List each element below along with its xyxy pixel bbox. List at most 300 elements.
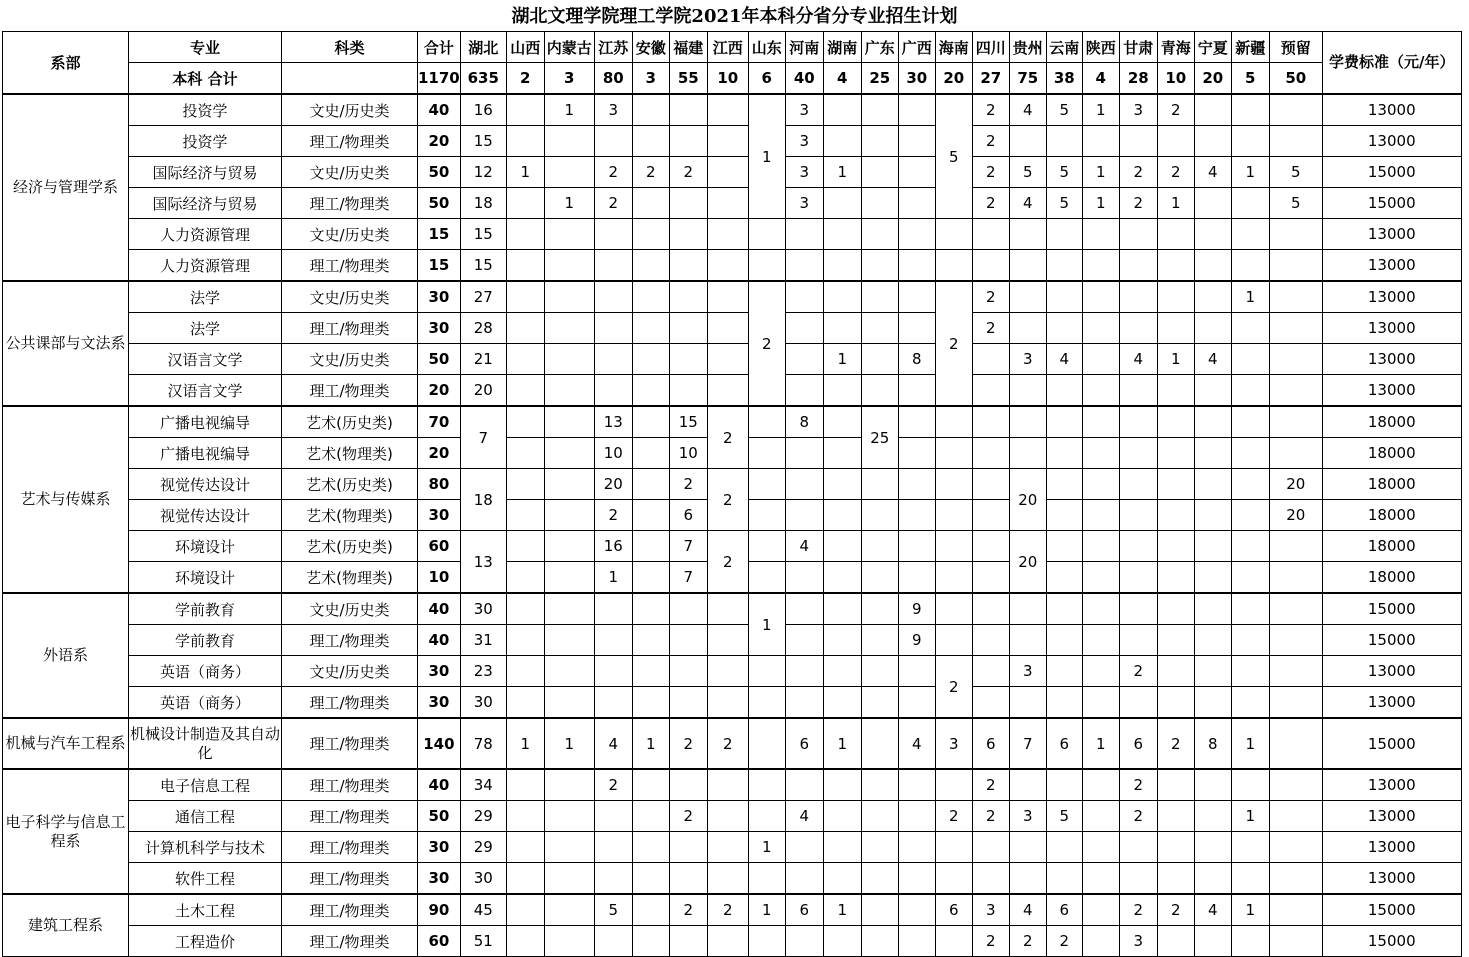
header-province: 湖南 (823, 32, 861, 63)
fee-cell: 13000 (1322, 281, 1461, 313)
total-cell: 15 (418, 250, 461, 282)
value-cell (785, 926, 823, 957)
value-cell (1046, 832, 1082, 863)
fee-cell: 13000 (1322, 801, 1461, 832)
value-cell: 1 (1157, 188, 1194, 219)
value-cell: 1 (1082, 94, 1119, 126)
value-cell (748, 219, 785, 250)
value-cell (594, 126, 632, 157)
major-cell: 人力资源管理 (129, 219, 282, 250)
merged-value-cell: 2 (707, 531, 748, 594)
value-cell (1231, 926, 1269, 957)
totals-value: 28 (1119, 63, 1157, 95)
value-cell (1269, 894, 1322, 926)
total-cell: 20 (418, 375, 461, 407)
value-cell (898, 863, 935, 895)
subject-cell: 理工/物理类 (282, 769, 418, 801)
value-cell (506, 94, 544, 126)
value-cell (861, 656, 898, 687)
value-cell (544, 126, 594, 157)
value-cell (1082, 926, 1119, 957)
value-cell (972, 687, 1009, 719)
table-row (3, 687, 1462, 719)
value-cell (1009, 375, 1046, 407)
totals-value: 80 (594, 63, 632, 95)
value-cell: 30 (460, 593, 506, 625)
value-cell (823, 531, 861, 562)
value-cell (1194, 281, 1231, 313)
total-cell: 50 (418, 801, 461, 832)
value-cell (823, 375, 861, 407)
totals-value: 10 (707, 63, 748, 95)
value-cell (1269, 562, 1322, 594)
value-cell (506, 801, 544, 832)
value-cell (1009, 625, 1046, 656)
value-cell (1194, 375, 1231, 407)
value-cell (506, 500, 544, 531)
value-cell (506, 313, 544, 344)
enrollment-table (2, 31, 1462, 957)
fee-cell: 13000 (1322, 687, 1461, 719)
value-cell (632, 562, 669, 594)
value-cell: 2 (1157, 894, 1194, 926)
header-province: 山西 (506, 32, 544, 63)
value-cell (1082, 126, 1119, 157)
value-cell: 3 (1119, 926, 1157, 957)
value-cell (669, 219, 707, 250)
merged-value-cell: 1 (748, 593, 785, 656)
subject-cell: 艺术(物理类) (282, 438, 418, 469)
value-cell (1269, 94, 1322, 126)
value-cell (1082, 406, 1119, 438)
value-cell (861, 469, 898, 500)
value-cell (1231, 438, 1269, 469)
value-cell: 5 (1046, 94, 1082, 126)
value-cell (1194, 562, 1231, 594)
subject-cell: 理工/物理类 (282, 832, 418, 863)
value-cell: 1 (544, 188, 594, 219)
value-cell (506, 593, 544, 625)
table-row (3, 531, 1462, 562)
merged-value-cell: 18 (460, 469, 506, 531)
total-cell: 90 (418, 894, 461, 926)
value-cell (707, 593, 748, 625)
value-cell (861, 531, 898, 562)
value-cell: 8 (785, 406, 823, 438)
value-cell (1231, 562, 1269, 594)
header-province: 江西 (707, 32, 748, 63)
total-cell: 140 (418, 718, 461, 769)
major-cell: 机械设计制造及其自动化 (129, 718, 282, 769)
value-cell (707, 313, 748, 344)
value-cell (972, 863, 1009, 895)
value-cell (669, 687, 707, 719)
value-cell (632, 687, 669, 719)
value-cell (898, 313, 935, 344)
value-cell (1231, 625, 1269, 656)
value-cell (506, 894, 544, 926)
value-cell (1119, 313, 1157, 344)
value-cell (861, 832, 898, 863)
value-cell (1157, 656, 1194, 687)
value-cell (506, 656, 544, 687)
value-cell (632, 126, 669, 157)
value-cell: 3 (1009, 344, 1046, 375)
value-cell (861, 625, 898, 656)
total-cell: 40 (418, 625, 461, 656)
value-cell (898, 531, 935, 562)
value-cell (707, 250, 748, 282)
value-cell (1119, 219, 1157, 250)
value-cell (972, 375, 1009, 407)
value-cell (1231, 94, 1269, 126)
fee-cell: 13000 (1322, 656, 1461, 687)
value-cell: 4 (1009, 188, 1046, 219)
value-cell (1082, 219, 1119, 250)
value-cell (544, 769, 594, 801)
table-row (3, 769, 1462, 801)
value-cell (1046, 375, 1082, 407)
value-cell: 2 (594, 188, 632, 219)
value-cell (748, 769, 785, 801)
major-cell: 英语（商务） (129, 687, 282, 719)
value-cell (1194, 531, 1231, 562)
value-cell (785, 593, 823, 625)
value-cell: 2 (972, 313, 1009, 344)
table-row (3, 250, 1462, 282)
total-cell: 30 (418, 863, 461, 895)
value-cell (1046, 219, 1082, 250)
value-cell (1009, 126, 1046, 157)
fee-cell: 15000 (1322, 157, 1461, 188)
value-cell: 29 (460, 832, 506, 863)
value-cell (1119, 500, 1157, 531)
value-cell (1194, 313, 1231, 344)
value-cell (935, 926, 972, 957)
value-cell (506, 625, 544, 656)
value-cell: 1 (823, 894, 861, 926)
value-cell (972, 593, 1009, 625)
value-cell (1157, 126, 1194, 157)
totals-value: 635 (460, 63, 506, 95)
value-cell (707, 832, 748, 863)
header-row (3, 32, 1462, 63)
value-cell (632, 832, 669, 863)
header-province: 安徽 (632, 32, 669, 63)
value-cell: 5 (1269, 157, 1322, 188)
value-cell (1157, 593, 1194, 625)
value-cell: 1 (823, 344, 861, 375)
value-cell (632, 500, 669, 531)
value-cell (1119, 832, 1157, 863)
value-cell: 2 (1157, 94, 1194, 126)
value-cell (898, 94, 935, 126)
value-cell (823, 313, 861, 344)
value-cell (1157, 375, 1194, 407)
table-row (3, 281, 1462, 313)
value-cell: 6 (785, 718, 823, 769)
value-cell (1082, 625, 1119, 656)
value-cell (1046, 438, 1082, 469)
value-cell: 29 (460, 801, 506, 832)
value-cell: 4 (785, 801, 823, 832)
value-cell (898, 894, 935, 926)
value-cell (1231, 344, 1269, 375)
value-cell (823, 801, 861, 832)
value-cell (823, 94, 861, 126)
value-cell (1157, 863, 1194, 895)
value-cell (632, 344, 669, 375)
value-cell (935, 832, 972, 863)
table-row (3, 126, 1462, 157)
value-cell (707, 863, 748, 895)
value-cell (707, 687, 748, 719)
value-cell (1046, 250, 1082, 282)
value-cell: 5 (1046, 157, 1082, 188)
value-cell (1157, 406, 1194, 438)
value-cell (748, 718, 785, 769)
table-row (3, 656, 1462, 687)
value-cell: 2 (935, 801, 972, 832)
value-cell (898, 375, 935, 407)
value-cell (823, 832, 861, 863)
header-major: 专业 (129, 32, 282, 63)
value-cell: 10 (669, 438, 707, 469)
value-cell (1082, 894, 1119, 926)
value-cell (1231, 500, 1269, 531)
value-cell (632, 531, 669, 562)
value-cell (669, 281, 707, 313)
major-cell: 土木工程 (129, 894, 282, 926)
value-cell: 23 (460, 656, 506, 687)
value-cell (861, 281, 898, 313)
value-cell: 1 (544, 94, 594, 126)
value-cell (544, 375, 594, 407)
value-cell (823, 656, 861, 687)
value-cell (1119, 469, 1157, 500)
value-cell: 8 (1194, 718, 1231, 769)
value-cell (1082, 769, 1119, 801)
value-cell (1046, 500, 1082, 531)
value-cell: 1 (1082, 718, 1119, 769)
table-row (3, 375, 1462, 407)
value-cell: 16 (594, 531, 632, 562)
totals-value: 25 (861, 63, 898, 95)
totals-value: 40 (785, 63, 823, 95)
value-cell (707, 281, 748, 313)
value-cell (785, 250, 823, 282)
value-cell (669, 656, 707, 687)
value-cell: 15 (460, 250, 506, 282)
value-cell: 3 (594, 94, 632, 126)
value-cell (1157, 562, 1194, 594)
value-cell: 1 (748, 832, 785, 863)
value-cell: 3 (1119, 94, 1157, 126)
merged-value-cell: 7 (460, 406, 506, 469)
value-cell (506, 250, 544, 282)
value-cell (1231, 188, 1269, 219)
header-province: 四川 (972, 32, 1009, 63)
header-province: 江苏 (594, 32, 632, 63)
value-cell (1194, 438, 1231, 469)
value-cell (1046, 562, 1082, 594)
value-cell (1269, 926, 1322, 957)
value-cell (1119, 281, 1157, 313)
value-cell (632, 406, 669, 438)
value-cell (632, 656, 669, 687)
subject-cell: 文史/历史类 (282, 656, 418, 687)
value-cell (1194, 625, 1231, 656)
value-cell (823, 562, 861, 594)
value-cell (898, 832, 935, 863)
value-cell: 2 (594, 769, 632, 801)
value-cell (632, 863, 669, 895)
total-cell: 20 (418, 438, 461, 469)
value-cell (506, 375, 544, 407)
value-cell (594, 375, 632, 407)
major-cell: 计算机科学与技术 (129, 832, 282, 863)
value-cell (594, 801, 632, 832)
merged-value-cell: 20 (1009, 531, 1046, 594)
value-cell: 1 (594, 562, 632, 594)
value-cell (1046, 656, 1082, 687)
value-cell (707, 801, 748, 832)
value-cell (785, 313, 823, 344)
value-cell (1269, 863, 1322, 895)
value-cell (1269, 406, 1322, 438)
value-cell (1157, 438, 1194, 469)
value-cell (785, 562, 823, 594)
value-cell: 3 (785, 126, 823, 157)
fee-cell: 15000 (1322, 894, 1461, 926)
value-cell (1194, 832, 1231, 863)
header-province: 广东 (861, 32, 898, 63)
major-cell: 法学 (129, 281, 282, 313)
fee-cell: 13000 (1322, 250, 1461, 282)
value-cell: 4 (1194, 344, 1231, 375)
total-cell: 30 (418, 687, 461, 719)
subject-cell: 文史/历史类 (282, 157, 418, 188)
value-cell (898, 126, 935, 157)
value-cell (669, 625, 707, 656)
subject-cell: 艺术(历史类) (282, 406, 418, 438)
value-cell: 4 (1009, 894, 1046, 926)
value-cell (594, 656, 632, 687)
value-cell: 7 (669, 562, 707, 594)
value-cell (898, 219, 935, 250)
subject-cell: 文史/历史类 (282, 593, 418, 625)
value-cell (594, 281, 632, 313)
value-cell (898, 406, 935, 438)
major-cell: 学前教育 (129, 593, 282, 625)
value-cell: 13 (594, 406, 632, 438)
value-cell: 2 (707, 718, 748, 769)
value-cell (1231, 219, 1269, 250)
value-cell (823, 593, 861, 625)
value-cell (935, 500, 972, 531)
value-cell (1194, 250, 1231, 282)
value-cell: 2 (594, 157, 632, 188)
value-cell (1046, 593, 1082, 625)
value-cell (632, 926, 669, 957)
value-cell (1194, 126, 1231, 157)
total-cell: 30 (418, 832, 461, 863)
merged-value-cell: 2 (935, 281, 972, 406)
value-cell (1046, 863, 1082, 895)
value-cell (748, 438, 785, 469)
major-cell: 工程造价 (129, 926, 282, 957)
value-cell (594, 313, 632, 344)
subject-cell: 艺术(物理类) (282, 500, 418, 531)
value-cell (935, 625, 972, 656)
value-cell (1082, 801, 1119, 832)
value-cell (748, 469, 785, 500)
value-cell (1009, 281, 1046, 313)
major-cell: 广播电视编导 (129, 438, 282, 469)
value-cell (1157, 219, 1194, 250)
fee-cell: 18000 (1322, 438, 1461, 469)
value-cell: 3 (935, 718, 972, 769)
value-cell (972, 406, 1009, 438)
subject-cell: 理工/物理类 (282, 625, 418, 656)
fee-cell: 15000 (1322, 188, 1461, 219)
value-cell: 6 (935, 894, 972, 926)
subject-cell: 理工/物理类 (282, 894, 418, 926)
value-cell: 2 (669, 718, 707, 769)
value-cell (1082, 863, 1119, 895)
fee-cell: 15000 (1322, 593, 1461, 625)
value-cell (544, 656, 594, 687)
value-cell (1231, 126, 1269, 157)
value-cell: 2 (972, 926, 1009, 957)
value-cell (748, 531, 785, 562)
value-cell (544, 219, 594, 250)
value-cell (748, 801, 785, 832)
totals-subject (282, 63, 418, 95)
table-row (3, 801, 1462, 832)
value-cell (1269, 656, 1322, 687)
value-cell: 2 (1157, 157, 1194, 188)
total-cell: 20 (418, 126, 461, 157)
value-cell: 5 (1269, 188, 1322, 219)
subject-cell: 艺术(历史类) (282, 469, 418, 500)
value-cell (632, 188, 669, 219)
value-cell: 1 (823, 718, 861, 769)
value-cell: 4 (898, 718, 935, 769)
value-cell (972, 625, 1009, 656)
value-cell (544, 894, 594, 926)
total-cell: 50 (418, 157, 461, 188)
value-cell: 2 (669, 801, 707, 832)
value-cell (861, 188, 898, 219)
value-cell (506, 926, 544, 957)
value-cell (1231, 593, 1269, 625)
value-cell (544, 250, 594, 282)
header-province: 甘肃 (1119, 32, 1157, 63)
value-cell (669, 832, 707, 863)
value-cell (1157, 769, 1194, 801)
value-cell (1157, 832, 1194, 863)
value-cell (898, 281, 935, 313)
value-cell: 45 (460, 894, 506, 926)
fee-cell: 18000 (1322, 562, 1461, 594)
value-cell (898, 157, 935, 188)
value-cell (861, 894, 898, 926)
value-cell (972, 656, 1009, 687)
value-cell (1231, 469, 1269, 500)
subject-cell: 理工/物理类 (282, 926, 418, 957)
value-cell (632, 281, 669, 313)
